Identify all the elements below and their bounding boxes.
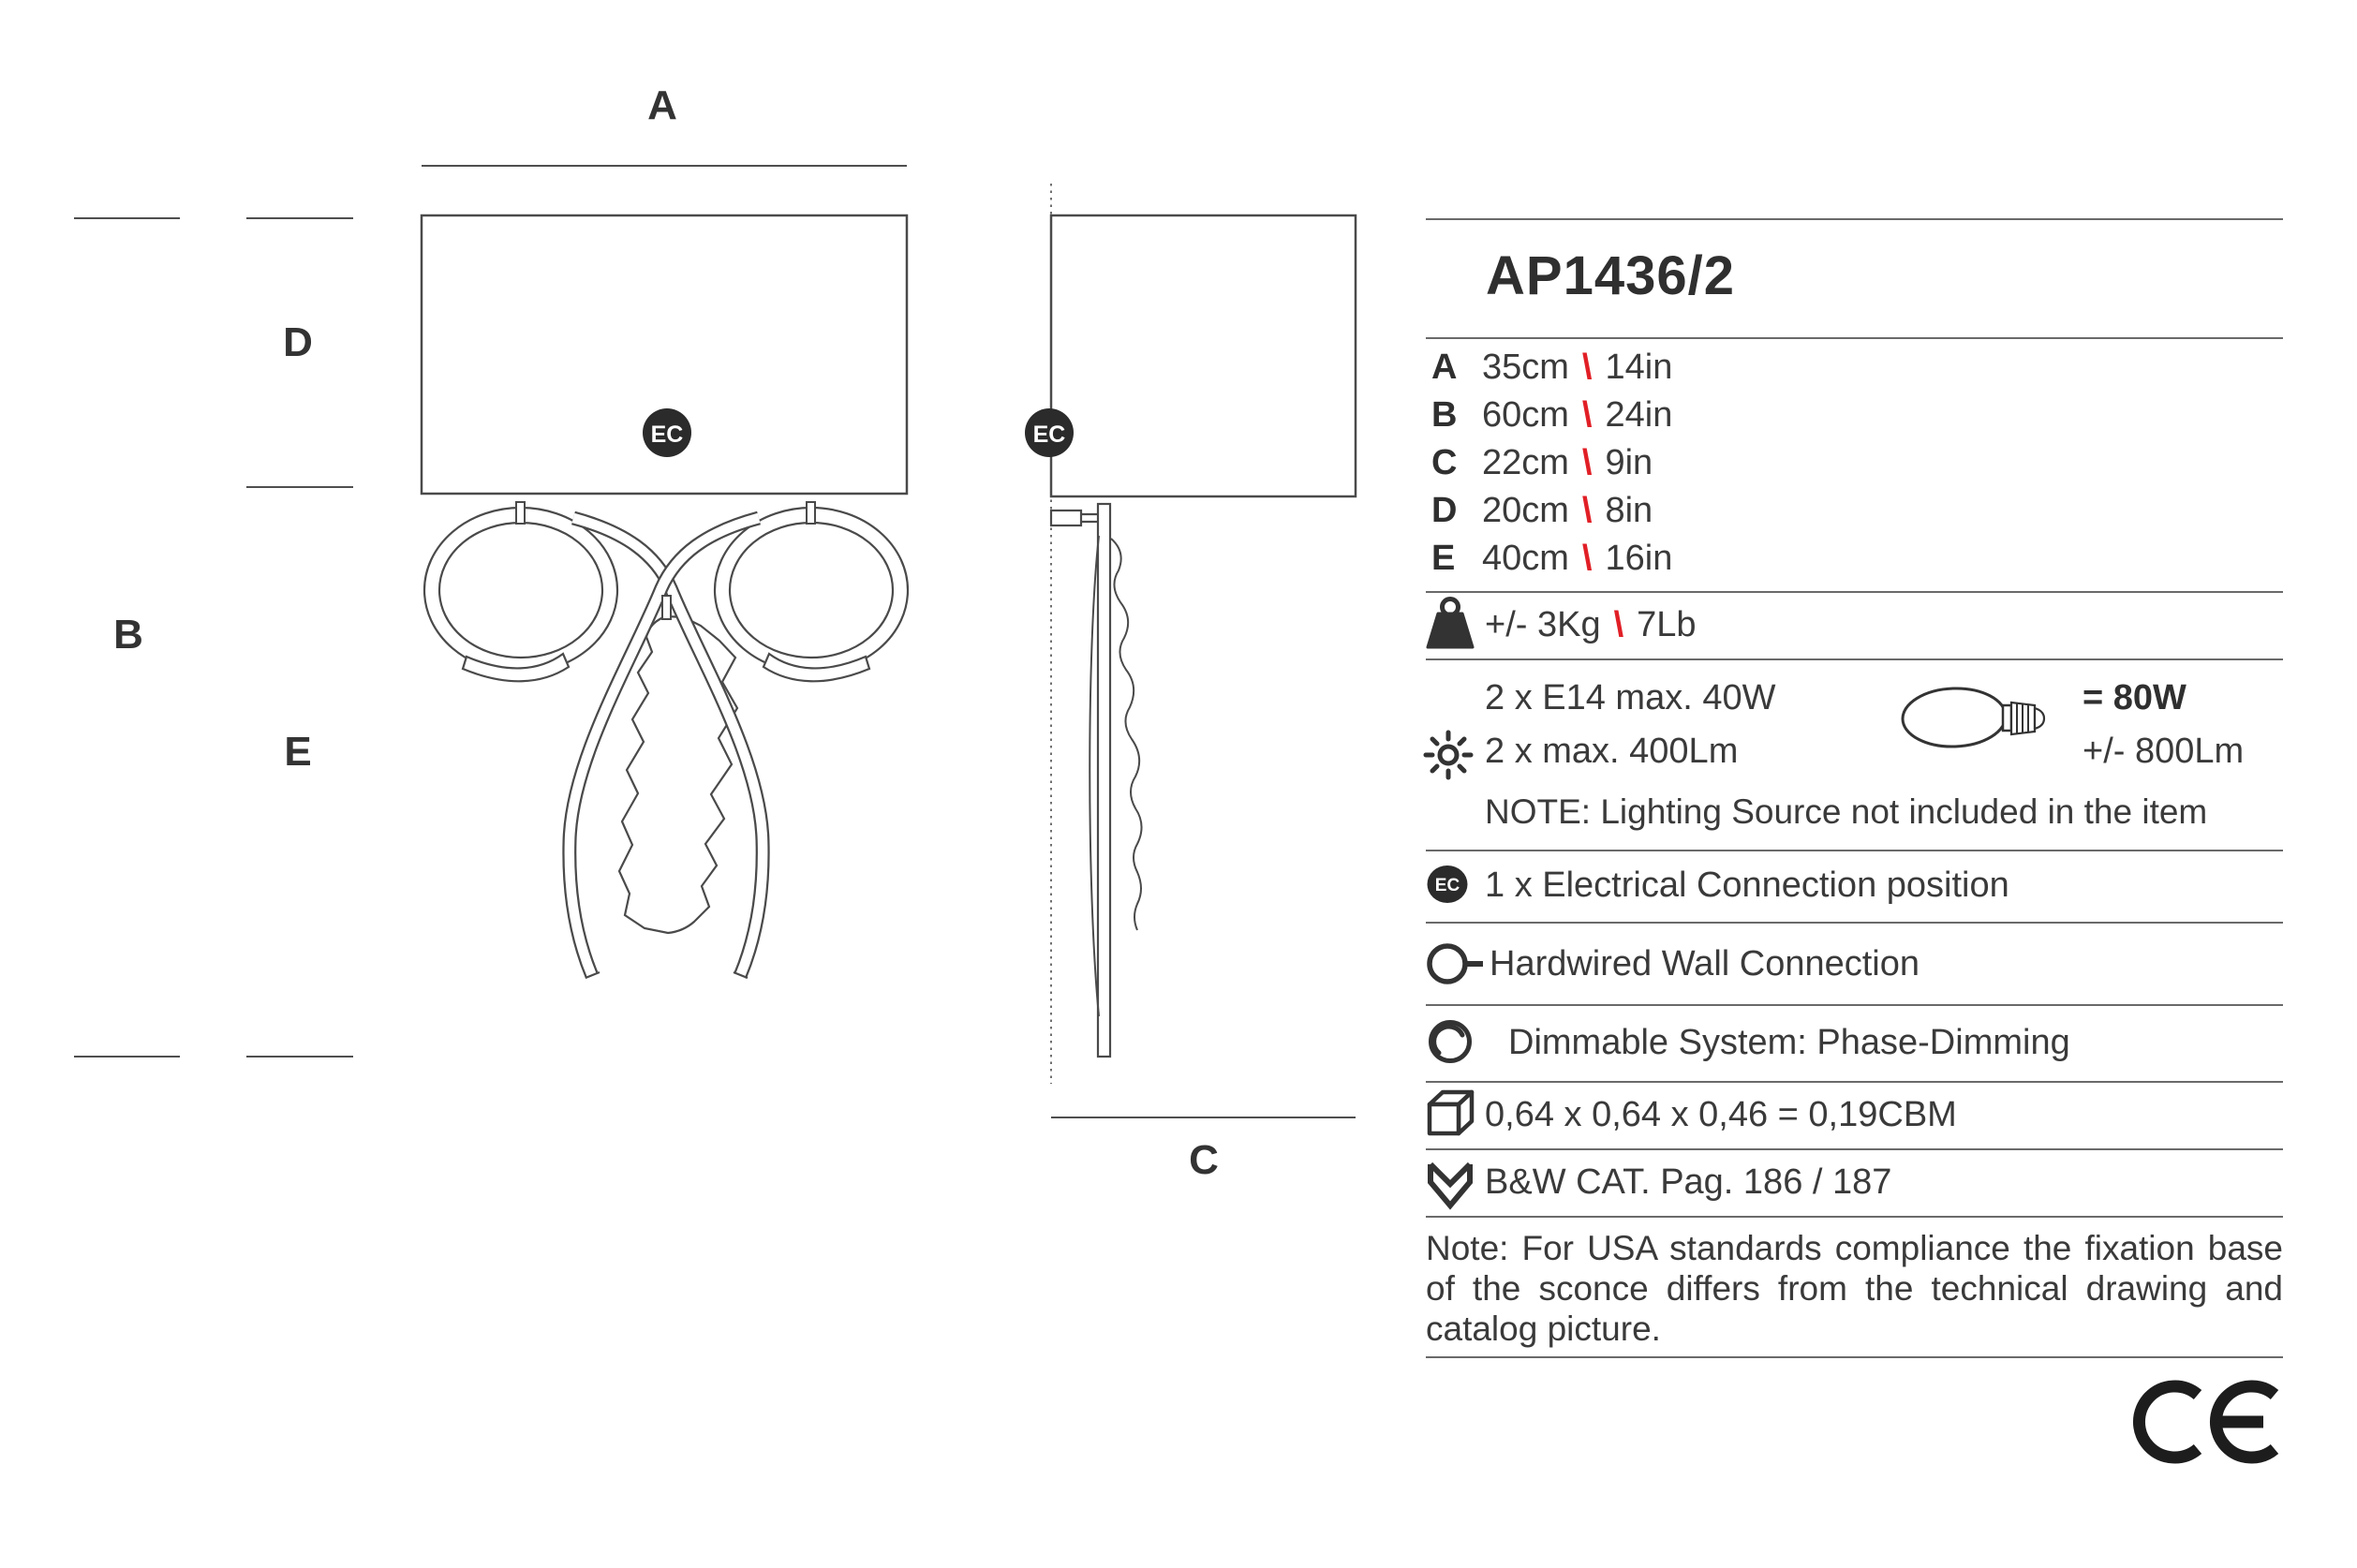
cube-icon	[1430, 1092, 1472, 1133]
ec-badge-side-label: EC	[1032, 422, 1066, 448]
lighting-total-wattage: = 80W	[2083, 678, 2187, 717]
ce-mark	[2139, 1386, 2275, 1457]
lighting-note: NOTE: Lighting Source not included in the item	[1485, 792, 2208, 831]
dim-metric: 60cm	[1482, 395, 1569, 435]
rule-under-dimmable	[1426, 1081, 2283, 1083]
dim-letter: C	[1431, 443, 1458, 482]
bracket	[1051, 510, 1081, 525]
dim-imperial: 24in	[1605, 395, 1673, 435]
dim-imperial: 9in	[1605, 443, 1653, 482]
dim-separator: \	[1581, 395, 1593, 435]
rule-under-electrical	[1426, 922, 2283, 924]
dim-separator: \	[1581, 491, 1593, 530]
rule-under-hardwired	[1426, 1004, 2283, 1006]
ec-badge-front	[643, 408, 691, 457]
pin-center	[662, 596, 671, 619]
dimmable-icon	[1431, 1023, 1470, 1061]
side-view-drawing	[1025, 184, 1356, 1183]
dim-metric: 40cm	[1482, 539, 1569, 578]
dim-imperial: 8in	[1605, 491, 1653, 530]
dim-label-a: A	[647, 82, 677, 128]
dimension-row-c	[1431, 445, 1653, 481]
dim-letter: E	[1431, 539, 1456, 578]
catalog-text: B&W CAT. Pag. 186 / 187	[1485, 1162, 1892, 1202]
rule-under-catalog	[1426, 1216, 2283, 1218]
ec-badge-front-label: EC	[650, 422, 684, 448]
dim-letter: A	[1431, 348, 1458, 387]
catalog-icon	[1431, 1164, 1470, 1206]
dimmable-text: Dimmable System: Phase-Dimming	[1508, 1023, 2070, 1062]
electrical-connection-icon-label: EC	[1434, 876, 1460, 895]
electrical-connection-text: 1 x Electrical Connection position	[1485, 865, 2009, 905]
dimension-row-d	[1431, 493, 1653, 528]
dim-metric: 22cm	[1482, 443, 1569, 482]
usa-standards-note: Note: For USA standards compliance the fixation base of the sconce differs from the technical drawing and catalog picture.	[1426, 1229, 2283, 1348]
hardwired-icon	[1430, 946, 1483, 982]
dim-metric: 35cm	[1482, 348, 1569, 387]
dim-label-c: C	[1189, 1137, 1219, 1183]
product-code-title: AP1436/2	[1486, 245, 1735, 306]
dim-imperial: 14in	[1605, 348, 1673, 387]
rule-under-dimensions	[1426, 591, 2283, 593]
dimension-row-b	[1431, 397, 1672, 433]
weight-icon	[1428, 599, 1473, 648]
pin-left	[516, 502, 525, 524]
lighting-lumen: 2 x max. 400Lm	[1485, 732, 1739, 771]
shade-side	[1051, 215, 1356, 496]
dim-imperial: 16in	[1605, 539, 1673, 578]
ec-badge-side	[1025, 408, 1074, 457]
rule-under-lighting	[1426, 850, 2283, 851]
dim-separator: \	[1581, 348, 1593, 387]
dimension-row-e	[1431, 540, 1672, 576]
back-plate	[1098, 504, 1110, 1057]
lighting-sockets: 2 x E14 max. 40W	[1485, 678, 1776, 717]
lighting-total-lumen: +/- 800Lm	[2083, 732, 2245, 771]
weight-metric: +/- 3Kg	[1485, 605, 1601, 644]
brightness-icon	[1426, 732, 1471, 777]
rule-under-title	[1426, 337, 2283, 339]
dim-letter: D	[1431, 491, 1458, 530]
crystal-front	[619, 616, 737, 933]
weight-separator: \	[1613, 605, 1624, 644]
rule-under-volume	[1426, 1148, 2283, 1150]
candle-bulb-icon	[1902, 687, 2044, 748]
pin-right	[807, 502, 815, 524]
dim-letter: B	[1431, 395, 1458, 435]
dim-separator: \	[1581, 443, 1593, 482]
crystal-profile	[1111, 539, 1142, 930]
ornament-front	[424, 502, 908, 978]
dim-separator: \	[1581, 539, 1593, 578]
volume-text: 0,64 x 0,64 x 0,46 = 0,19CBM	[1485, 1095, 1957, 1134]
rule-bottom	[1426, 1356, 2283, 1358]
front-view-drawing	[74, 82, 908, 1057]
weight-row	[1485, 607, 1697, 643]
dimension-row-a	[1431, 349, 1672, 385]
rule-under-weight	[1426, 658, 2283, 660]
dim-label-b: B	[113, 612, 143, 658]
weight-imperial: 7Lb	[1637, 605, 1697, 644]
dim-label-e: E	[284, 729, 312, 775]
hardwired-text: Hardwired Wall Connection	[1490, 944, 1920, 984]
electrical-connection-icon	[1428, 865, 1468, 903]
dim-label-d: D	[283, 319, 313, 365]
rule-top	[1426, 218, 2283, 220]
dim-metric: 20cm	[1482, 491, 1569, 530]
